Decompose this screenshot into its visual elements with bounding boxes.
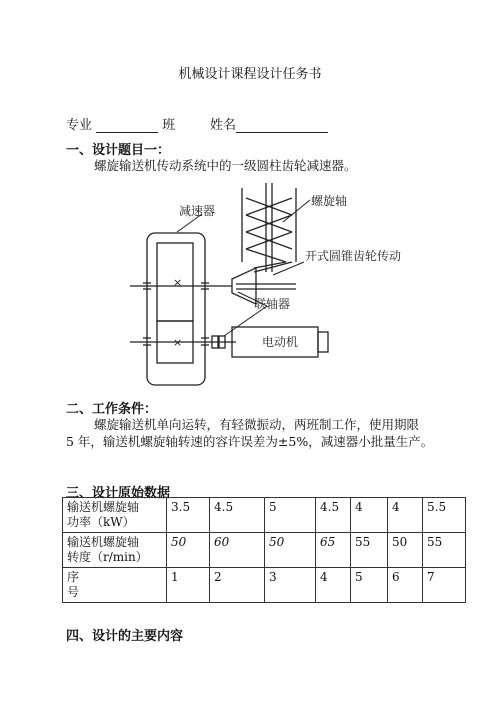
section2-heading: 二、工作条件： (66, 402, 158, 417)
section2-line1: 螺旋输送机单向运转，有轻微振动，两班制工作，使用期限 (94, 417, 420, 432)
table-cell: 2 (210, 568, 265, 603)
table-cell: 4 (388, 498, 423, 533)
section1-text: 螺旋输送机传动系统中的一级圆柱齿轮减速器。 (94, 158, 357, 173)
speed-label: 输送机螺旋轴 转度（r/min） (63, 533, 167, 568)
table-cell: 6 (388, 568, 423, 603)
coupling-label: 联轴器 (254, 297, 291, 311)
table-cell: 1 (167, 568, 210, 603)
table-row (63, 498, 466, 533)
reducer-label: 减速器 (179, 204, 216, 218)
table-cell: 3 (265, 568, 316, 603)
section3-heading: 三、设计原始数据 (66, 486, 171, 501)
screw-shaft-label: 螺旋轴 (311, 194, 348, 208)
table-cell: 3.5 (167, 498, 210, 533)
table-cell: 55 (423, 533, 466, 568)
table-cell: 4.5 (316, 498, 351, 533)
class-label: 班 (162, 118, 176, 133)
table-cell: 50 (265, 533, 316, 568)
table-cell: 5 (265, 498, 316, 533)
table-cell: 7 (423, 568, 466, 603)
small-gear-mark: × (173, 336, 183, 349)
table-row (63, 533, 466, 568)
bevel-gear-label: 开式圆锥齿轮传动 (305, 249, 402, 263)
large-gear-mark: × (173, 276, 183, 289)
table-cell: 65 (316, 533, 351, 568)
section4-heading: 四、设计的主要内容 (66, 629, 184, 644)
table-cell: 60 (210, 533, 265, 568)
reducer-housing (147, 233, 205, 385)
index-label: 序 号 (63, 568, 167, 603)
table-cell: 50 (388, 533, 423, 568)
table-cell: 55 (351, 533, 388, 568)
table-cell: 4.5 (210, 498, 265, 533)
motor-label: 电动机 (262, 335, 299, 349)
document-title: 机械设计课程设计任务书 (178, 67, 322, 82)
table-cell: 4 (351, 498, 388, 533)
table-cell: 50 (167, 533, 210, 568)
table-cell: 4 (316, 568, 351, 603)
table-cell: 5.5 (423, 498, 466, 533)
design-data-table (62, 497, 466, 603)
table-row (63, 568, 466, 603)
power-label: 输送机螺旋轴 功率（kW） (63, 498, 167, 533)
section2-line2: 5 年，输送机螺旋轴转速的容许误差为±5%，减速器小批量生产。 (66, 434, 434, 449)
name-label: 姓名 (210, 118, 237, 133)
section1-heading: 一、设计题目一： (66, 143, 171, 158)
major-label: 专业 (66, 118, 93, 133)
table-cell: 5 (351, 568, 388, 603)
